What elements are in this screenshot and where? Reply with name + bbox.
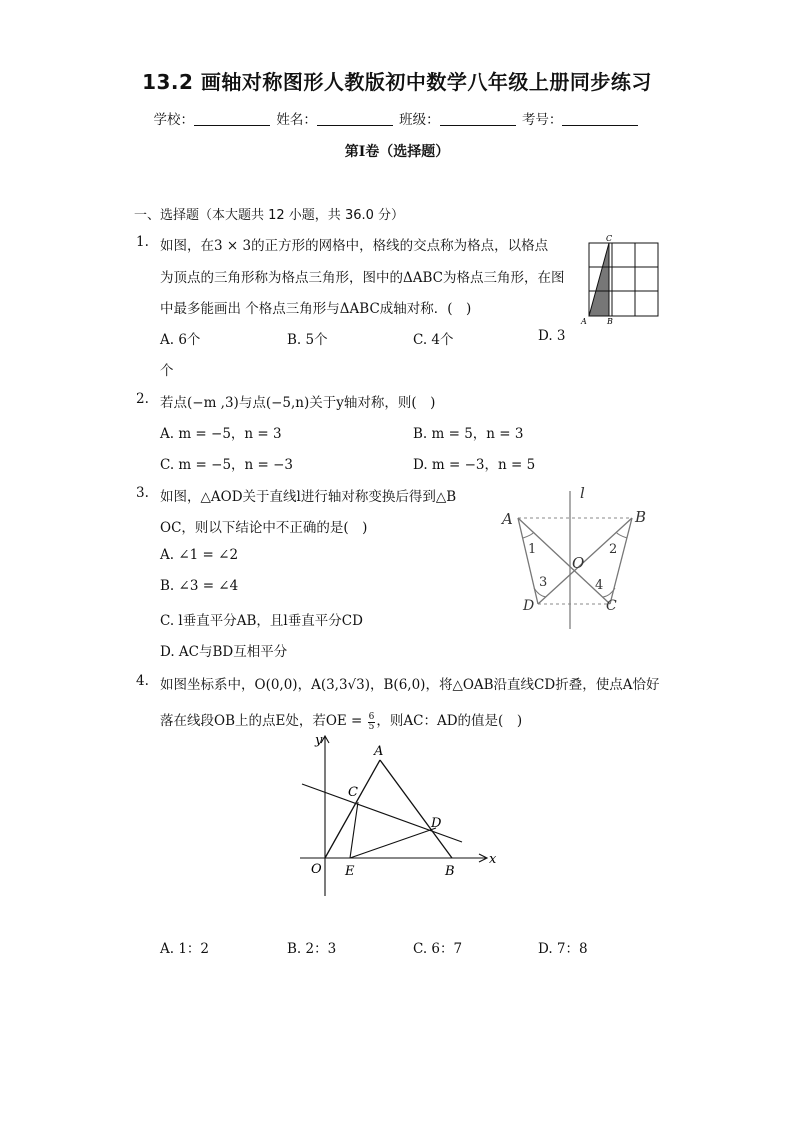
school-blank <box>194 113 270 126</box>
q4-label-d: D <box>431 816 442 831</box>
id-label: 考号： <box>521 112 563 128</box>
q4-number: 4. <box>136 673 149 689</box>
class-label: 班级： <box>399 112 440 128</box>
id-blank <box>562 113 638 126</box>
q3-angle-1: 1 <box>528 542 537 557</box>
q2-option-a: A. m = −5，n = 3 <box>160 426 282 442</box>
q2-line1: 若点(−m ,3)与点(−5,n)关于y轴对称，则( ) <box>160 395 436 411</box>
q3-label-o: O <box>572 554 585 572</box>
q3-label-c: C <box>606 598 617 614</box>
class-blank <box>440 113 516 126</box>
q4-fraction-numerator: 6 <box>368 712 375 722</box>
q1-option-d-wrap: 个 <box>160 363 174 379</box>
name-label: 姓名： <box>276 112 317 128</box>
q1-label-a: A <box>581 317 587 325</box>
q4-label-o: O <box>311 862 322 877</box>
q2-option-c: C. m = −5，n = −3 <box>160 457 294 473</box>
q4-option-b: B. 2：3 <box>287 941 337 957</box>
q1-line1: 如图，在3 × 3的正方形的网格中，格线的交点称为格点，以格点 <box>160 238 549 254</box>
name-blank <box>317 113 393 126</box>
q2-option-b: B. m = 5，n = 3 <box>413 426 524 442</box>
q1-label-b: B <box>607 317 613 325</box>
q1-number: 1. <box>136 234 149 250</box>
q4-axes <box>300 736 487 896</box>
q3-angle-2: 2 <box>609 542 618 557</box>
q3-label-l: l <box>580 486 585 502</box>
q1-triangle-abc <box>589 243 609 316</box>
q3-angle-4: 4 <box>595 578 604 593</box>
q1-line2: 为顶点的三角形称为格点三角形，图中的ΔABC为格点三角形，在图 <box>160 270 565 286</box>
q4-line2-end: ，则AC：AD的值是( ) <box>376 713 523 729</box>
q1-grid-figure <box>580 233 662 325</box>
school-label: 学校： <box>153 112 195 128</box>
q3-label-d: D <box>523 598 535 614</box>
q4-option-a: A. 1：2 <box>160 941 210 957</box>
q1-option-a: A. 6个 <box>160 332 201 348</box>
q2-number: 2. <box>136 391 149 407</box>
q3-option-c: C. l垂直平分AB，且l垂直平分CD <box>160 613 363 629</box>
q1-option-b: B. 5个 <box>287 332 328 348</box>
q1-line3: 中最多能画出 个格点三角形与ΔABC成轴对称．( ) <box>160 301 472 317</box>
q3-label-a: A <box>502 510 513 528</box>
q4-label-b: B <box>445 864 455 879</box>
q4-option-c: C. 6：7 <box>413 941 463 957</box>
q4-label-a: A <box>374 744 384 759</box>
q4-label-c: C <box>348 785 358 800</box>
student-info-line <box>0 108 794 128</box>
q2-option-d: D. m = −3，n = 5 <box>413 457 536 473</box>
q4-triangle-oab <box>325 760 452 858</box>
q3-option-a: A. ∠1 = ∠2 <box>160 547 239 563</box>
q4-label-y: y <box>315 733 323 748</box>
volume-heading: 第Ⅰ卷（选择题） <box>344 144 450 160</box>
q4-line1: 如图坐标系中，O(0,0)，A(3,3√3)，B(6,0)，将△OAB沿直线CD折叠，使点A恰好 <box>160 677 660 693</box>
q3-option-b: B. ∠3 = ∠4 <box>160 578 239 594</box>
q4-coordinate-figure <box>290 728 505 900</box>
q4-fraction-denominator: 5 <box>368 722 375 732</box>
q3-label-b: B <box>635 508 647 526</box>
q3-line2: OC，则以下结论中不正确的是( ) <box>160 520 368 536</box>
section-heading: 一、选择题（本大题共 12 小题，共 36.0 分） <box>134 208 405 223</box>
q4-label-x: x <box>489 852 497 867</box>
page-title: 13.2 画轴对称图形人教版初中数学八年级上册同步练习 <box>142 70 652 94</box>
q4-line2-start: 落在线段OB上的点E处，若OE = <box>160 713 363 729</box>
q3-symmetry-figure <box>490 486 660 631</box>
q3-option-d: D. AC与BD互相平分 <box>160 644 288 660</box>
q1-option-c: C. 4个 <box>413 332 454 348</box>
q4-label-e: E <box>345 864 355 879</box>
q3-angle-3: 3 <box>539 575 548 590</box>
q1-option-d: D. 3 <box>538 328 566 344</box>
q1-label-c: C <box>606 234 613 243</box>
q3-number: 3. <box>136 485 149 501</box>
q4-option-d: D. 7：8 <box>538 941 588 957</box>
q3-line1: 如图，△AOD关于直线l进行轴对称变换后得到△B <box>160 489 457 505</box>
